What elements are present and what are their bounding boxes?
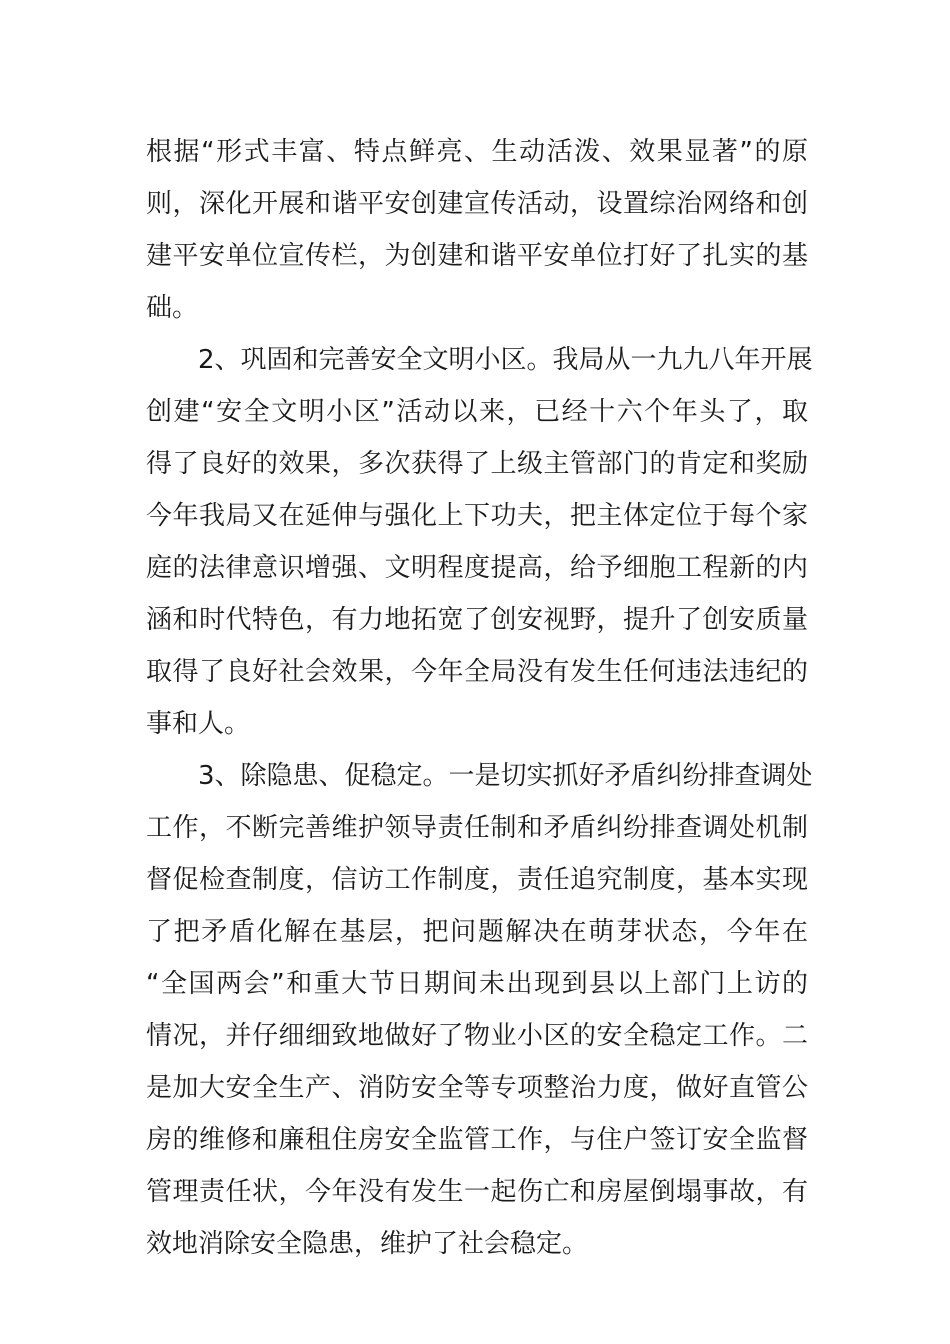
text-line: 创建“安全文明小区”活动以来，已经十六个年头了，取 xyxy=(146,397,808,427)
text-line: 了把矛盾化解在基层，把问题解决在萌芽状态，今年在 xyxy=(146,917,808,947)
text-line: 督促检查制度，信访工作制度，责任追究制度，基本实现 xyxy=(146,865,808,895)
text-line: 取得了良好社会效果，今年全局没有发生任何违法违纪的 xyxy=(146,657,808,687)
text-line: 则，深化开展和谐平安创建宣传活动，设置综治网络和创 xyxy=(146,189,808,219)
text-line: 管理责任状，今年没有发生一起伤亡和房屋倒塌事故，有 xyxy=(146,1177,808,1207)
text-line: 涵和时代特色，有力地拓宽了创安视野，提升了创安质量 xyxy=(146,605,808,635)
paragraph-first-line: 2、巩固和完善安全文明小区。我局从一九九八年开展 xyxy=(198,345,813,375)
text-line: 房的维修和廉租住房安全监管工作，与住户签订安全监督 xyxy=(146,1125,808,1155)
text-line: 工作，不断完善维护领导责任制和矛盾纠纷排查调处机制 xyxy=(146,813,808,843)
text-line: 根据“形式丰富、特点鲜亮、生动活泼、效果显著”的原 xyxy=(146,137,808,167)
text-line: 得了良好的效果，多次获得了上级主管部门的肯定和奖励 xyxy=(146,449,808,479)
text-line: “全国两会”和重大节日期间未出现到县以上部门上访的 xyxy=(146,969,808,999)
text-line: 事和人。 xyxy=(146,709,251,739)
text-line: 是加大安全生产、消防安全等专项整治力度，做好直管公 xyxy=(146,1073,808,1103)
text-line: 庭的法律意识增强、文明程度提高，给予细胞工程新的内 xyxy=(146,553,808,583)
text-line: 情况，并仔细细致地做好了物业小区的安全稳定工作。二 xyxy=(146,1021,808,1051)
text-line: 础。 xyxy=(146,293,199,323)
text-line: 今年我局又在延伸与强化上下功夫，把主体定位于每个家 xyxy=(146,501,808,531)
paragraph-first-line: 3、除隐患、促稳定。一是切实抓好矛盾纠纷排查调处 xyxy=(198,761,813,791)
text-line: 建平安单位宣传栏，为创建和谐平安单位打好了扎实的基 xyxy=(146,241,808,271)
text-line: 效地消除安全隐患，维护了社会稳定。 xyxy=(146,1229,589,1259)
